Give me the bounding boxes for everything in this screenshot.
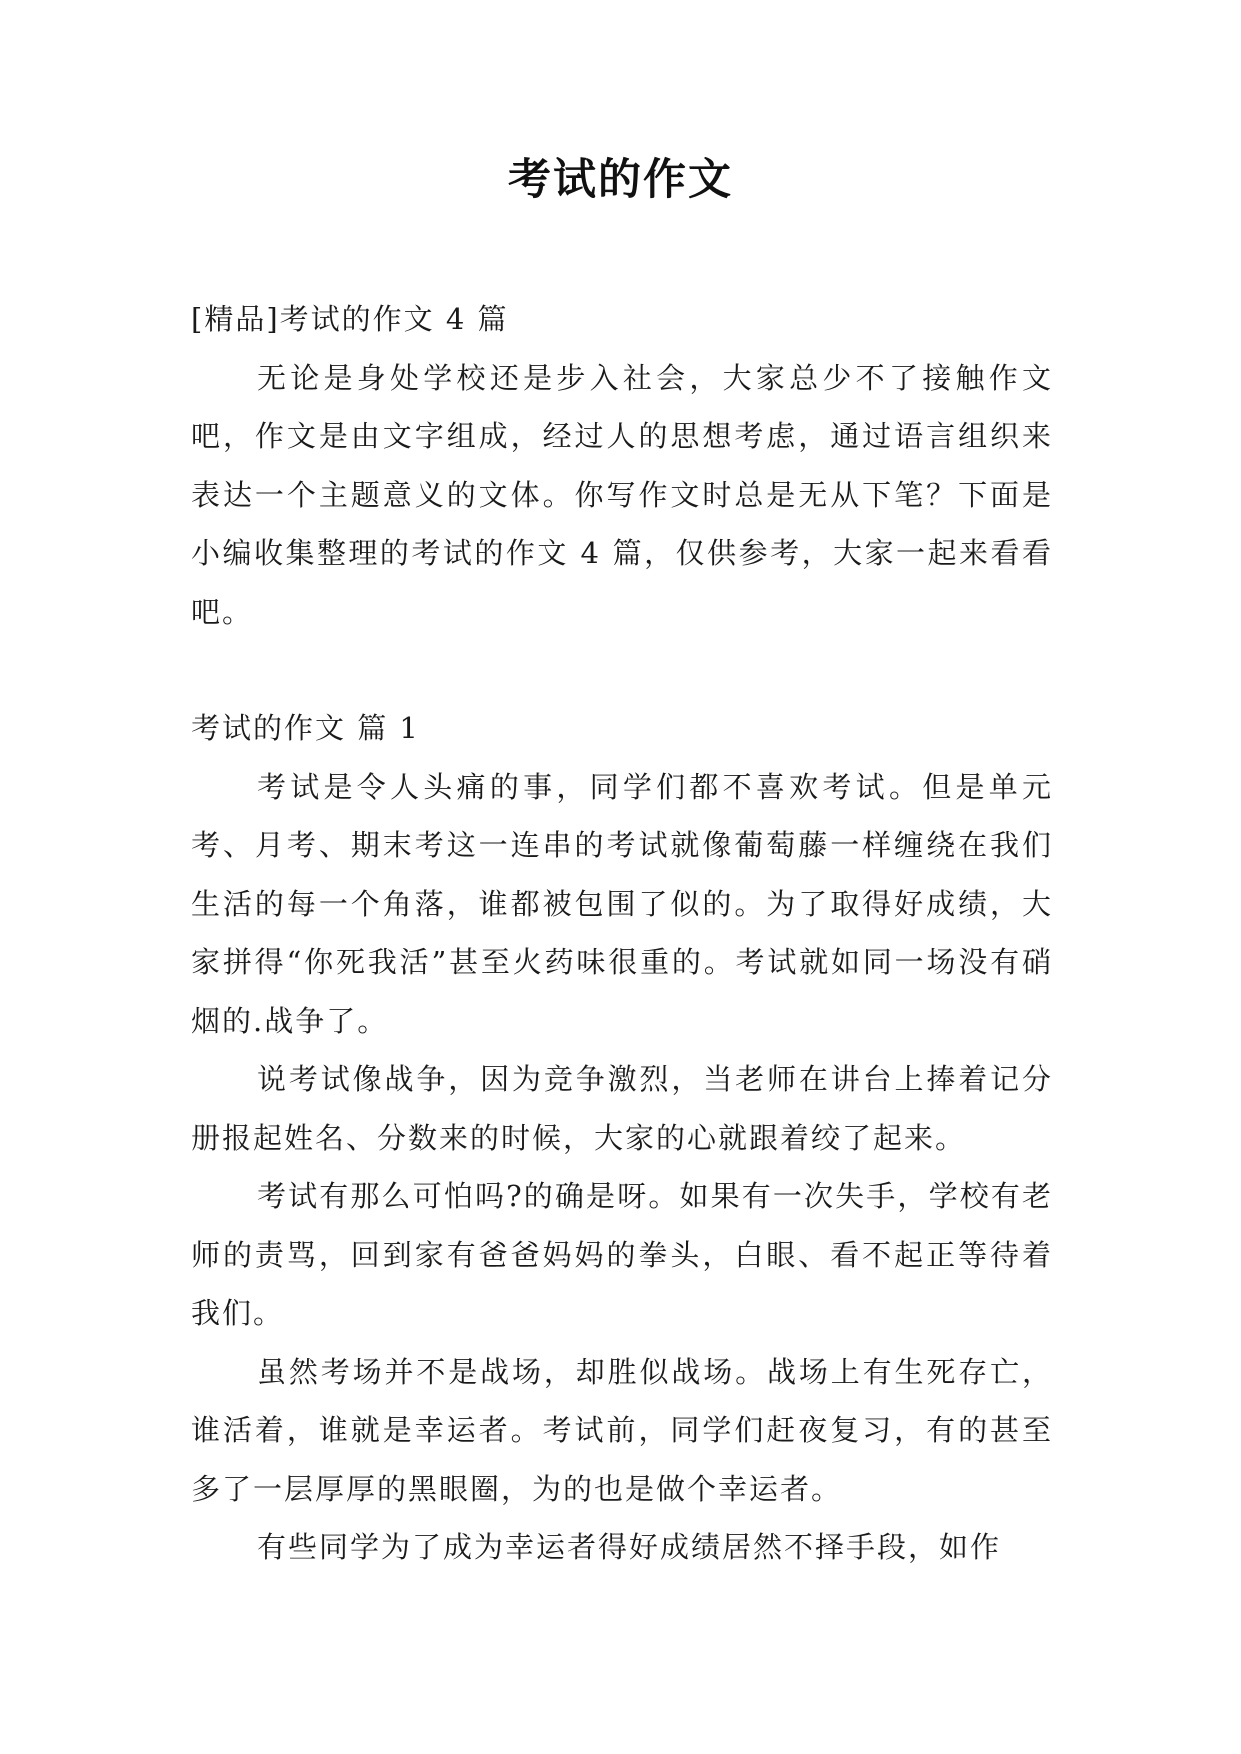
body-paragraph: 说考试像战争，因为竞争激烈，当老师在讲台上捧着记分册报起姓名、分数来的时候，大家的心就跟着绞了起来。 (191, 1062, 1053, 1155)
body-paragraph: 有些同学为了成为幸运者得好成绩居然不择手段，如作 (257, 1530, 1002, 1564)
section-heading: 考试的作文 篇 1 (191, 711, 420, 745)
intro-paragraph: 无论是身处学校还是步入社会，大家总少不了接触作文吧，作文是由文字组成，经过人的思想考虑，通过语言组织来表达一个主题意义的文体。你写作文时总是无从下笔？下面是小编收集整理的考试的作文 4 篇，仅供参考，大家一起来看看吧。 (191, 360, 1053, 629)
document-subtitle: [精品]考试的作文 4 篇 (191, 302, 509, 336)
document-body (191, 290, 1053, 1577)
body-paragraph: 考试是令人头痛的事，同学们都不喜欢考试。但是单元考、月考、期末考这一连串的考试就像葡萄藤一样缠绕在我们生活的每一个角落，谁都被包围了似的。为了取得好成绩，大家拼得“你死我活”甚至火药味很重的。考试就如同一场没有硝烟的.战争了。 (191, 769, 1053, 1038)
document-title: 考试的作文 (508, 155, 733, 205)
body-paragraph: 虽然考场并不是战场，却胜似战场。战场上有生死存亡，谁活着，谁就是幸运者。考试前，同学们赶夜复习，有的甚至多了一层厚厚的黑眼圈，为的也是做个幸运者。 (191, 1354, 1053, 1506)
section-spacer (191, 641, 1053, 699)
body-paragraph: 考试有那么可怕吗?的确是呀。如果有一次失手，学校有老师的责骂，回到家有爸爸妈妈的拳头，白眼、看不起正等待着我们。 (191, 1179, 1053, 1330)
